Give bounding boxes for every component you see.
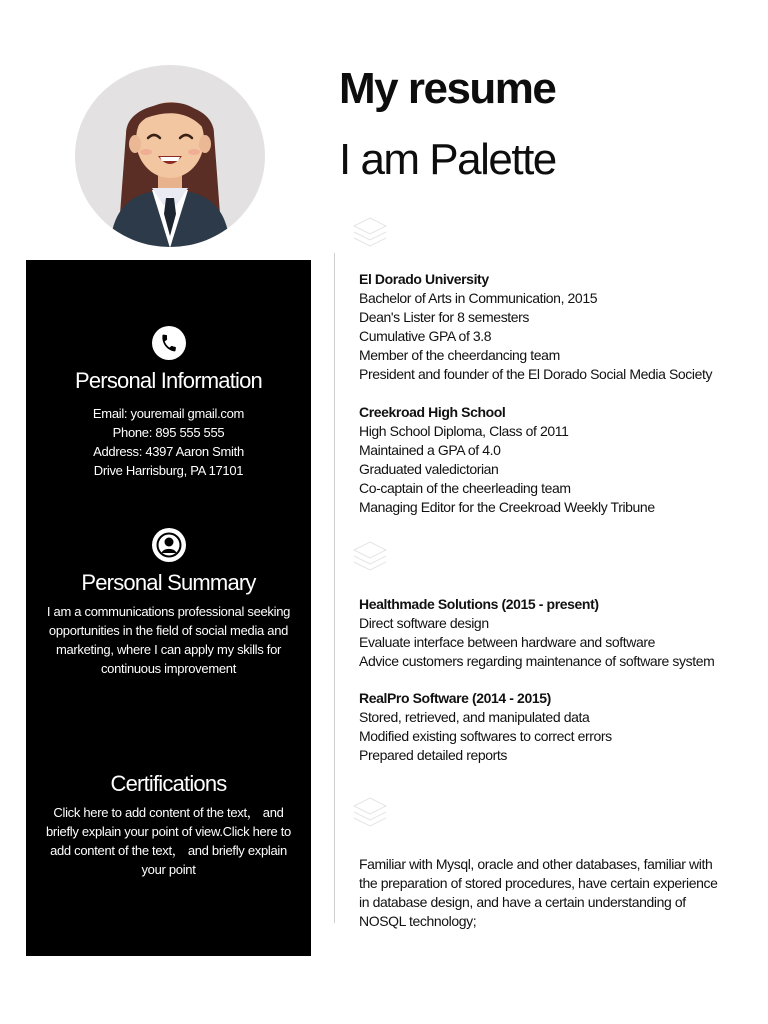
summary-line: opportunities in the field of social media and bbox=[48, 623, 289, 638]
skills-section-icon bbox=[352, 796, 388, 830]
entry-line: Prepared detailed reports bbox=[359, 747, 507, 763]
certifications-title: Certifications bbox=[110, 771, 227, 796]
education-entry bbox=[359, 270, 749, 384]
entry-line: President and founder of the El Dorado Social Media Society bbox=[359, 366, 713, 382]
entry-line: Member of the cheerdancing team bbox=[359, 347, 560, 363]
entry-line: Managing Editor for the Creekroad Weekly Tribune bbox=[359, 499, 655, 515]
entry-line: Evaluate interface between hardware and software bbox=[359, 634, 655, 650]
skills-line: the preparation of stored procedures, have certain experience bbox=[359, 875, 718, 891]
certifications-section bbox=[26, 771, 311, 879]
cert-line: Click here to add content of the text， and bbox=[53, 805, 284, 820]
cert-line: your point bbox=[141, 862, 196, 877]
entry-heading: RealPro Software (2014 - 2015) bbox=[359, 690, 551, 706]
entry-line: Graduated valedictorian bbox=[359, 461, 499, 477]
entry-heading: El Dorado University bbox=[359, 271, 489, 287]
experience-entry bbox=[359, 595, 749, 671]
entry-line: Advice customers regarding maintenance of software system bbox=[359, 653, 715, 669]
entry-line: Modified existing softwares to correct errors bbox=[359, 728, 612, 744]
personal-info-text bbox=[26, 404, 311, 480]
cert-line: add content of the text， and briefly explain bbox=[50, 843, 287, 858]
summary-line: marketing, where I can apply my skills for bbox=[55, 642, 282, 657]
experience-section-icon bbox=[352, 540, 388, 574]
personal-info-section bbox=[26, 326, 311, 480]
personal-summary-title: Personal Summary bbox=[81, 570, 256, 595]
skills-line: in database design, and have a certain understanding of bbox=[359, 894, 686, 910]
skills-text bbox=[359, 855, 749, 931]
certifications-text bbox=[26, 803, 311, 879]
entry-line: Direct software design bbox=[359, 615, 489, 631]
entry-heading: Creekroad High School bbox=[359, 404, 506, 420]
entry-line: Stored, retrieved, and manipulated data bbox=[359, 709, 590, 725]
personal-info-title: Personal Information bbox=[75, 368, 262, 393]
personal-summary-section bbox=[26, 528, 311, 678]
cert-line: briefly explain your point of view.Click here to bbox=[45, 824, 291, 839]
address-text: Drive Harrisburg, PA 17101 bbox=[93, 463, 244, 478]
entry-line: Maintained a GPA of 4.0 bbox=[359, 442, 501, 458]
personal-summary-text bbox=[26, 602, 311, 678]
page-title: My resume bbox=[339, 64, 556, 113]
education-entry bbox=[359, 403, 749, 517]
skills-line: NOSQL technology; bbox=[359, 913, 477, 929]
entry-heading: Healthmade Solutions (2015 - present) bbox=[359, 596, 599, 612]
entry-line: Dean's Lister for 8 semesters bbox=[359, 309, 530, 325]
user-icon bbox=[152, 528, 186, 562]
summary-line: continuous improvement bbox=[100, 661, 237, 676]
experience-entry bbox=[359, 689, 749, 765]
entry-line: Co-captain of the cheerleading team bbox=[359, 480, 571, 496]
phone-icon bbox=[152, 326, 186, 360]
vertical-divider bbox=[334, 253, 335, 923]
phone-text: Phone: 895 555 555 bbox=[112, 425, 225, 440]
summary-line: I am a communications professional seeking bbox=[46, 604, 291, 619]
entry-line: Bachelor of Arts in Communication, 2015 bbox=[359, 290, 598, 306]
email-text: Email: youremail gmail.com bbox=[92, 406, 245, 421]
skills-line: Familiar with Mysql, oracle and other databases, familiar with bbox=[359, 856, 713, 872]
entry-line: High School Diploma, Class of 2011 bbox=[359, 423, 569, 439]
sidebar-panel bbox=[26, 260, 311, 956]
education-section-icon bbox=[352, 216, 388, 250]
address-text: Address: 4397 Aaron Smith bbox=[93, 444, 244, 459]
page-subtitle: I am Palette bbox=[339, 135, 556, 184]
person-avatar-icon bbox=[74, 64, 266, 248]
entry-line: Cumulative GPA of 3.8 bbox=[359, 328, 492, 344]
